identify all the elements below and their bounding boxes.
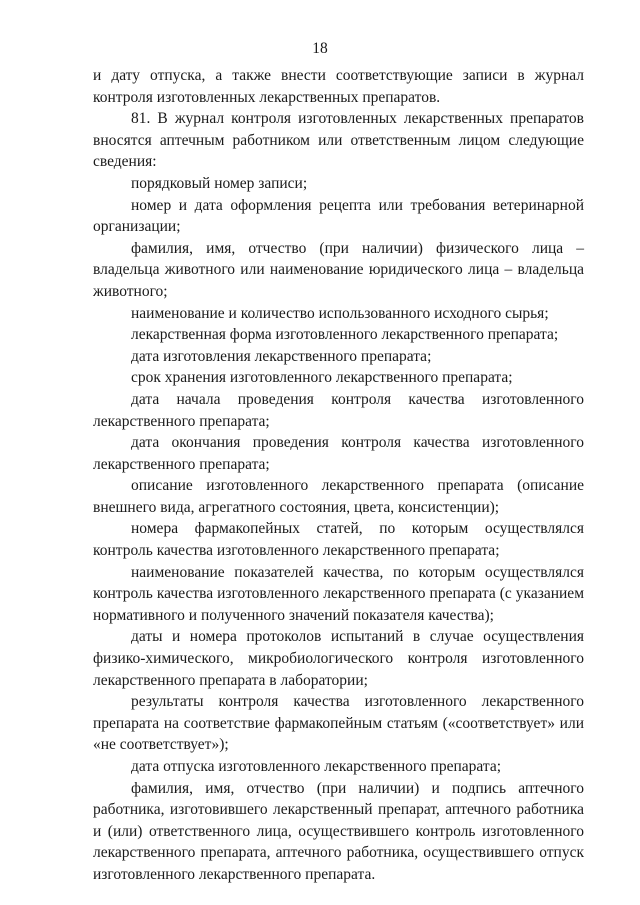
- list-item: результаты контроля качества изготовленного лекарственного препарата на соответствие фармакопейным статьям («соответствует» или «не соответствует»);: [93, 693, 584, 754]
- list-item: номера фармакопейных статей, по которым осуществлялся контроль качества изготовленного лекарственного препарата;: [93, 520, 584, 560]
- list-item: дата отпуска изготовленного лекарственного препарата;: [131, 758, 502, 775]
- list-item: срок хранения изготовленного лекарственного препарата;: [131, 369, 513, 387]
- list-item: дата изготовления лекарственного препарата;: [131, 347, 432, 365]
- list-item: лекарственная форма изготовленного лекарственного препарата;: [131, 326, 559, 344]
- list-item: номер и дата оформления рецепта или требования ветеринарной организации;: [93, 196, 584, 236]
- document-body: [93, 65, 584, 886]
- list-item: наименование показателей качества, по которым осуществлялся контроль качества изготовленного лекарственного препарата (с указанием нормативного и полученного значений показателя качества);: [93, 563, 584, 624]
- list-item: дата начала проведения контроля качества изготовленного лекарственного препарата;: [93, 390, 584, 430]
- list-item: описание изготовленного лекарственного препарата (описание внешнего вида, агрегатного состояния, цвета, консистенции);: [93, 477, 584, 516]
- list-item: дата окончания проведения контроля качества изготовленного лекарственного препарата;: [93, 434, 584, 473]
- paragraph: и дату отпуска, а также внести соответствующие записи в журнал контроля изготовленных лекарственных препаратов.: [93, 67, 584, 106]
- list-item: даты и номера протоколов испытаний в случае осуществления физико-химического, микробиологического контроля изготовленного лекарственного препарата в лаборатории;: [93, 628, 584, 689]
- page-number: 18: [312, 40, 328, 57]
- list-item: порядковый номер записи;: [131, 174, 308, 192]
- list-item: фамилия, имя, отчество (при наличии) и подпись аптечного работника, изготовившего лекарственный препарат, аптечного работника и (или) ответственного лица, осуществившего контроль изготовленного лекарственного препарата, аптечного работника, осуществившего отпуск изготовленного лекарственного препарата.: [93, 779, 584, 883]
- list-item: фамилия, имя, отчество (при наличии) физического лица – владельца животного или наименование юридического лица – владельца животного;: [93, 239, 584, 300]
- paragraph: 81. В журнал контроля изготовленных лекарственных препаратов вносятся аптечным работником или ответственным лицом следующие сведения:: [93, 110, 584, 171]
- list-item: наименование и количество использованного исходного сырья;: [131, 304, 549, 322]
